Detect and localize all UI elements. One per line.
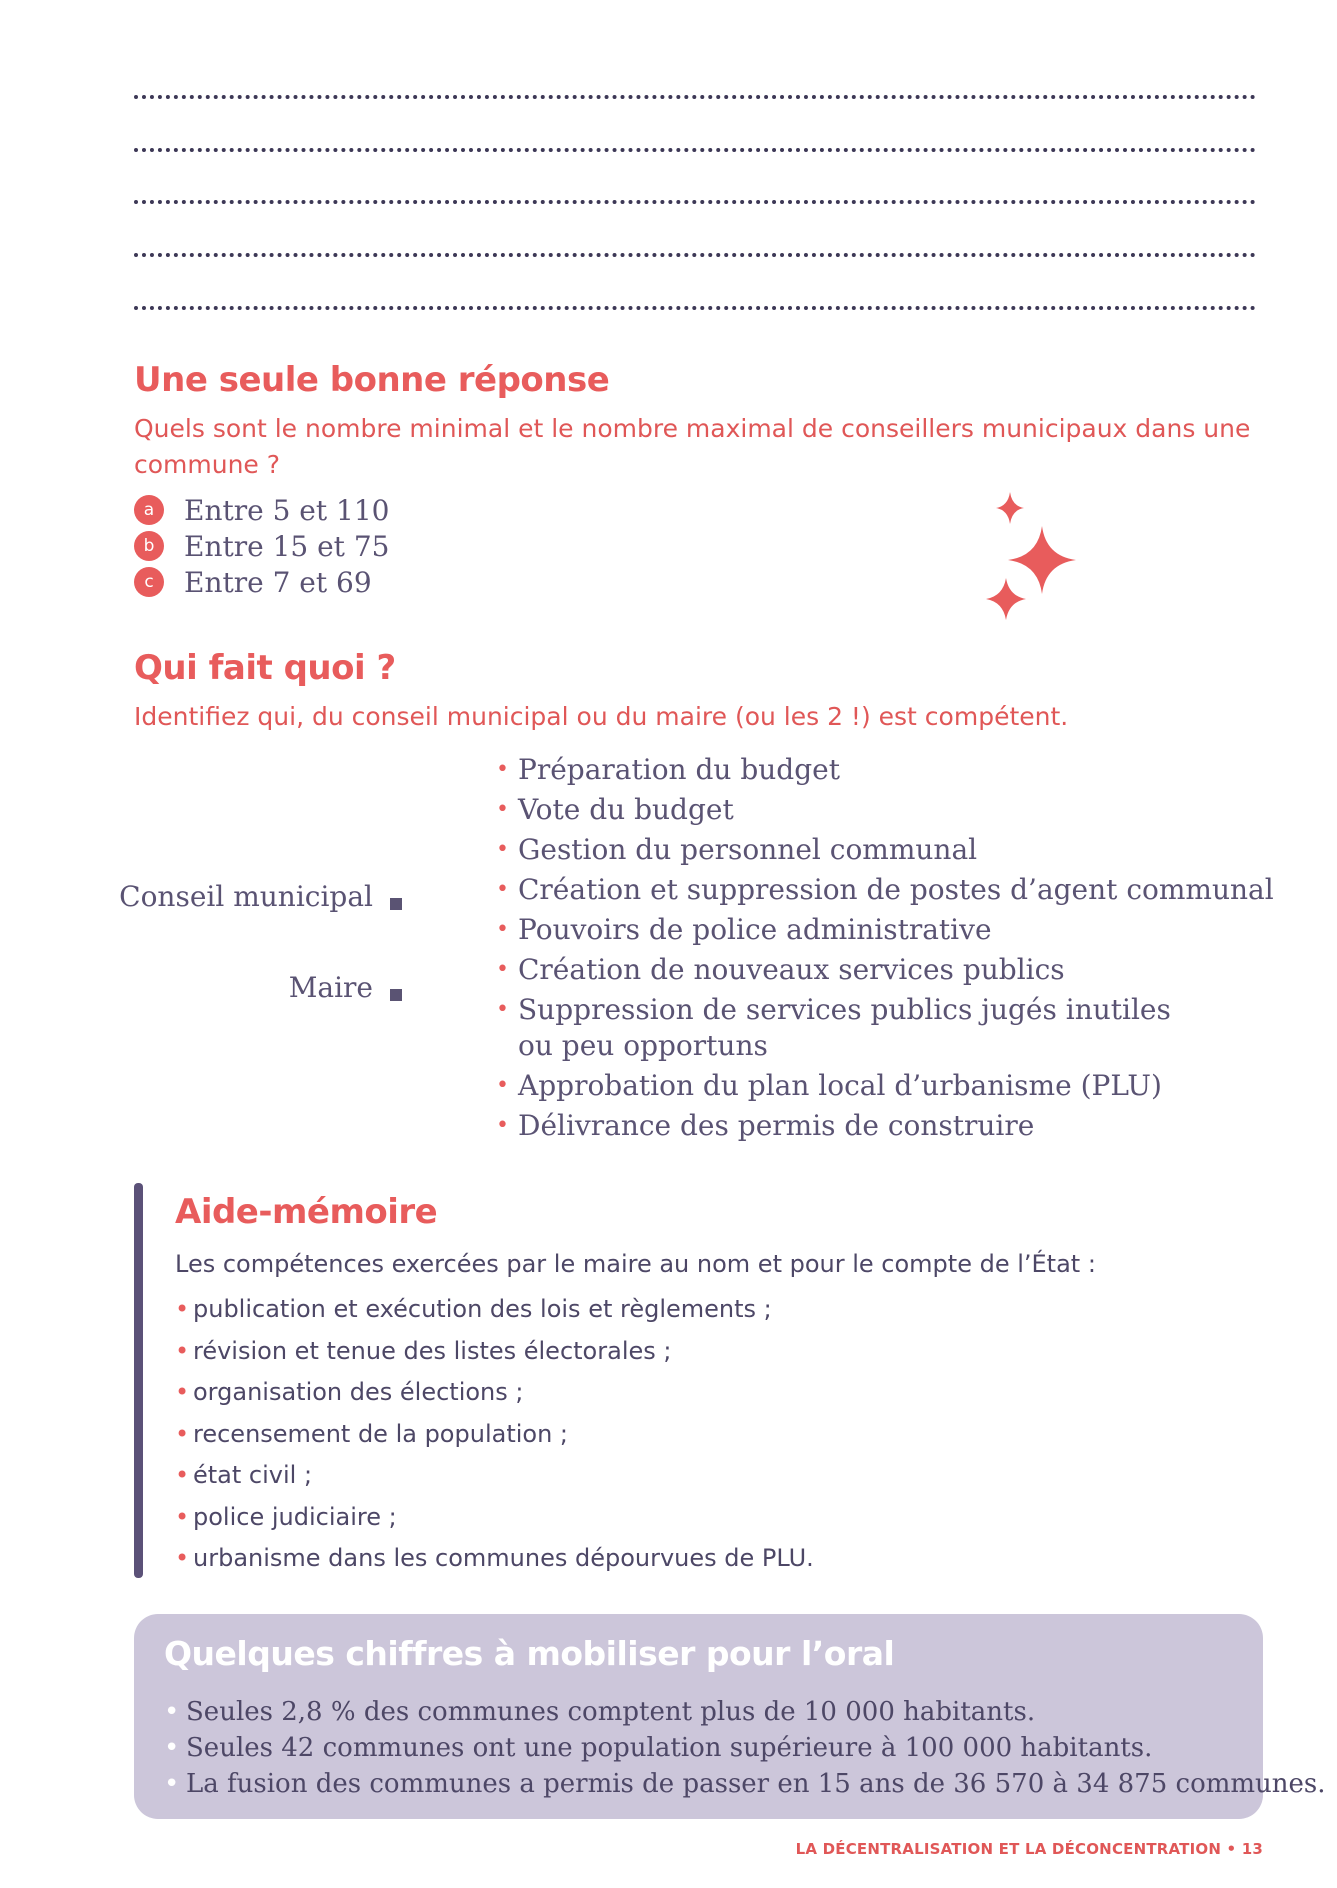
list-item: • révision et tenue des listes électorales ; <box>175 1333 814 1375</box>
list-item: • état civil ; <box>175 1457 814 1499</box>
option-label: Entre 5 et 110 <box>184 493 390 527</box>
task-item[interactable]: • Création et suppression de postes d’agent communal <box>496 872 1274 908</box>
who-does-what-instruction: Identifiez qui, du conseil municipal ou du maire (ou les 2 !) est compétent. <box>134 702 1069 731</box>
task-item[interactable]: • Gestion du personnel communal <box>496 832 1274 868</box>
aide-memoire-title: Aide-mémoire <box>175 1192 438 1232</box>
task-item[interactable] <box>496 992 1274 1064</box>
task-item[interactable]: • Vote du budget <box>496 792 1274 828</box>
option-badge: b <box>134 531 164 561</box>
list-item: • police judiciaire ; <box>175 1499 814 1541</box>
actor-maire: Maire <box>288 971 373 1004</box>
answer-line <box>134 148 1256 152</box>
answer-line <box>134 200 1256 204</box>
connector-dot[interactable] <box>390 898 402 910</box>
list-item: • recensement de la population ; <box>175 1416 814 1458</box>
answer-line <box>134 253 1256 257</box>
connector-dot[interactable] <box>390 989 402 1001</box>
task-item[interactable]: • Pouvoirs de police administrative <box>496 912 1274 948</box>
list-item: • Seules 42 communes ont une population supérieure à 100 000 habitants. <box>164 1730 1326 1766</box>
aide-memoire-list <box>175 1291 814 1582</box>
task-item-line: ou peu opportuns <box>518 1029 768 1062</box>
section-title-who-does-what: Qui fait quoi ? <box>134 648 396 688</box>
answer-line <box>134 95 1256 99</box>
quiz-question: Quels sont le nombre minimal et le nombre maximal de conseillers municipaux dans une commune ? <box>134 414 1251 479</box>
answer-line <box>134 306 1256 310</box>
page-footer: LA DÉCENTRALISATION ET LA DÉCONCENTRATION • 13 <box>795 1840 1263 1858</box>
chiffres-box <box>134 1614 1326 1819</box>
list-item: • Seules 2,8 % des communes comptent plus de 10 000 habitants. <box>164 1694 1326 1730</box>
quiz-option-a[interactable] <box>134 492 389 528</box>
list-item: • La fusion des communes a permis de passer en 15 ans de 36 570 à 34 875 communes. <box>164 1766 1326 1802</box>
sparkles-icon <box>980 490 1090 640</box>
option-badge: a <box>134 495 164 525</box>
aide-memoire-bar <box>134 1183 143 1578</box>
quiz-option-c[interactable] <box>134 564 372 600</box>
option-label: Entre 15 et 75 <box>184 529 390 563</box>
option-badge: c <box>134 567 164 597</box>
list-item: • organisation des élections ; <box>175 1374 814 1416</box>
task-item[interactable]: • Préparation du budget <box>496 752 1274 788</box>
list-item: • publication et exécution des lois et règlements ; <box>175 1291 814 1333</box>
actor-conseil-municipal: Conseil municipal <box>119 880 373 913</box>
task-item[interactable]: • Création de nouveaux services publics <box>496 952 1274 988</box>
aide-memoire-intro: Les compétences exercées par le maire au nom et pour le compte de l’État : <box>175 1250 1096 1278</box>
section-title-quiz: Une seule bonne réponse <box>134 360 610 400</box>
task-item-line: • Suppression de services publics jugés inutiles <box>518 993 1171 1026</box>
chiffres-title: Quelques chiffres à mobiliser pour l’oral <box>164 1634 895 1673</box>
chiffres-list <box>164 1694 1326 1802</box>
task-item[interactable]: • Délivrance des permis de construire <box>496 1108 1274 1144</box>
quiz-option-b[interactable] <box>134 528 389 564</box>
option-label: Entre 7 et 69 <box>184 565 372 599</box>
list-item: • urbanisme dans les communes dépourvues de PLU. <box>175 1540 814 1582</box>
task-item[interactable]: • Approbation du plan local d’urbanisme (PLU) <box>496 1068 1274 1104</box>
task-list <box>496 752 1274 1148</box>
